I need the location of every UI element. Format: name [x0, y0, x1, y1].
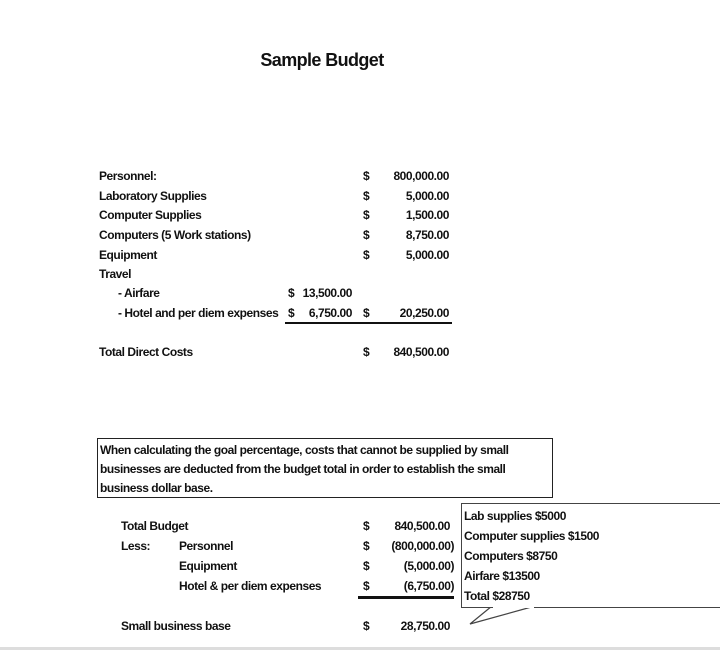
item-currency: $: [363, 228, 370, 242]
note-line: business dollar base.: [100, 481, 213, 495]
item-amount: 8,750.00: [405, 228, 449, 242]
callout-line: Lab supplies $5000: [464, 509, 566, 523]
item-label: Laboratory Supplies: [99, 189, 207, 203]
small-business-base-currency: $: [363, 619, 370, 633]
item-currency: $: [363, 169, 370, 183]
small-business-base-amount: 28,750.00: [400, 619, 450, 633]
travel-total-currency: $: [363, 306, 370, 320]
deduction-currency: $: [363, 539, 370, 553]
page-title: Sample Budget: [260, 50, 384, 70]
item-amount: 5,000.00: [405, 189, 449, 203]
deduction-currency: $: [363, 559, 370, 573]
item-currency: $: [363, 248, 370, 262]
note-line: When calculating the goal percentage, costs that cannot be supplied by small: [100, 443, 509, 457]
hotel-currency: $: [288, 306, 295, 320]
airfare-label: - Airfare: [118, 286, 160, 300]
travel-total-amount: 20,250.00: [399, 306, 449, 320]
item-currency: $: [363, 189, 370, 203]
callout-line: Computers $8750: [464, 549, 558, 563]
total-budget-label: Total Budget: [121, 519, 189, 533]
total-direct-currency: $: [363, 345, 370, 359]
airfare-currency: $: [288, 286, 295, 300]
travel-label: Travel: [99, 267, 131, 281]
item-label: Equipment: [99, 248, 157, 262]
deduction-amount: (800,000.00): [391, 539, 454, 553]
total-direct-amount: 840,500.00: [393, 345, 449, 359]
deduction-label: Hotel & per diem expenses: [179, 579, 322, 593]
small-business-base-label: Small business base: [121, 619, 231, 633]
less-label: Less:: [121, 539, 151, 553]
item-amount: 1,500.00: [405, 208, 449, 222]
total-budget-currency: $: [363, 519, 370, 533]
total-direct-label: Total Direct Costs: [99, 345, 193, 359]
item-label: Computers (5 Work stations): [99, 228, 251, 242]
deduction-amount: (6,750.00): [403, 579, 454, 593]
callout-line: Airfare $13500: [464, 569, 540, 583]
item-label: Computer Supplies: [99, 208, 202, 222]
note-line: businesses are deducted from the budget total in order to establish the small: [100, 462, 506, 476]
hotel-amount: 6,750.00: [308, 306, 352, 320]
callout-line: Total $28750: [464, 589, 530, 603]
deduction-label: Equipment: [179, 559, 237, 573]
item-currency: $: [363, 208, 370, 222]
item-label: Personnel:: [99, 169, 157, 183]
total-budget-amount: 840,500.00: [394, 519, 450, 533]
callout-line: Computer supplies $1500: [464, 529, 600, 543]
deduction-currency: $: [363, 579, 370, 593]
deduction-label: Personnel: [179, 539, 233, 553]
hotel-label: - Hotel and per diem expenses: [118, 306, 279, 320]
item-amount: 800,000.00: [393, 169, 449, 183]
airfare-amount: 13,500.00: [302, 286, 352, 300]
deduction-amount: (5,000.00): [403, 559, 454, 573]
item-amount: 5,000.00: [405, 248, 449, 262]
